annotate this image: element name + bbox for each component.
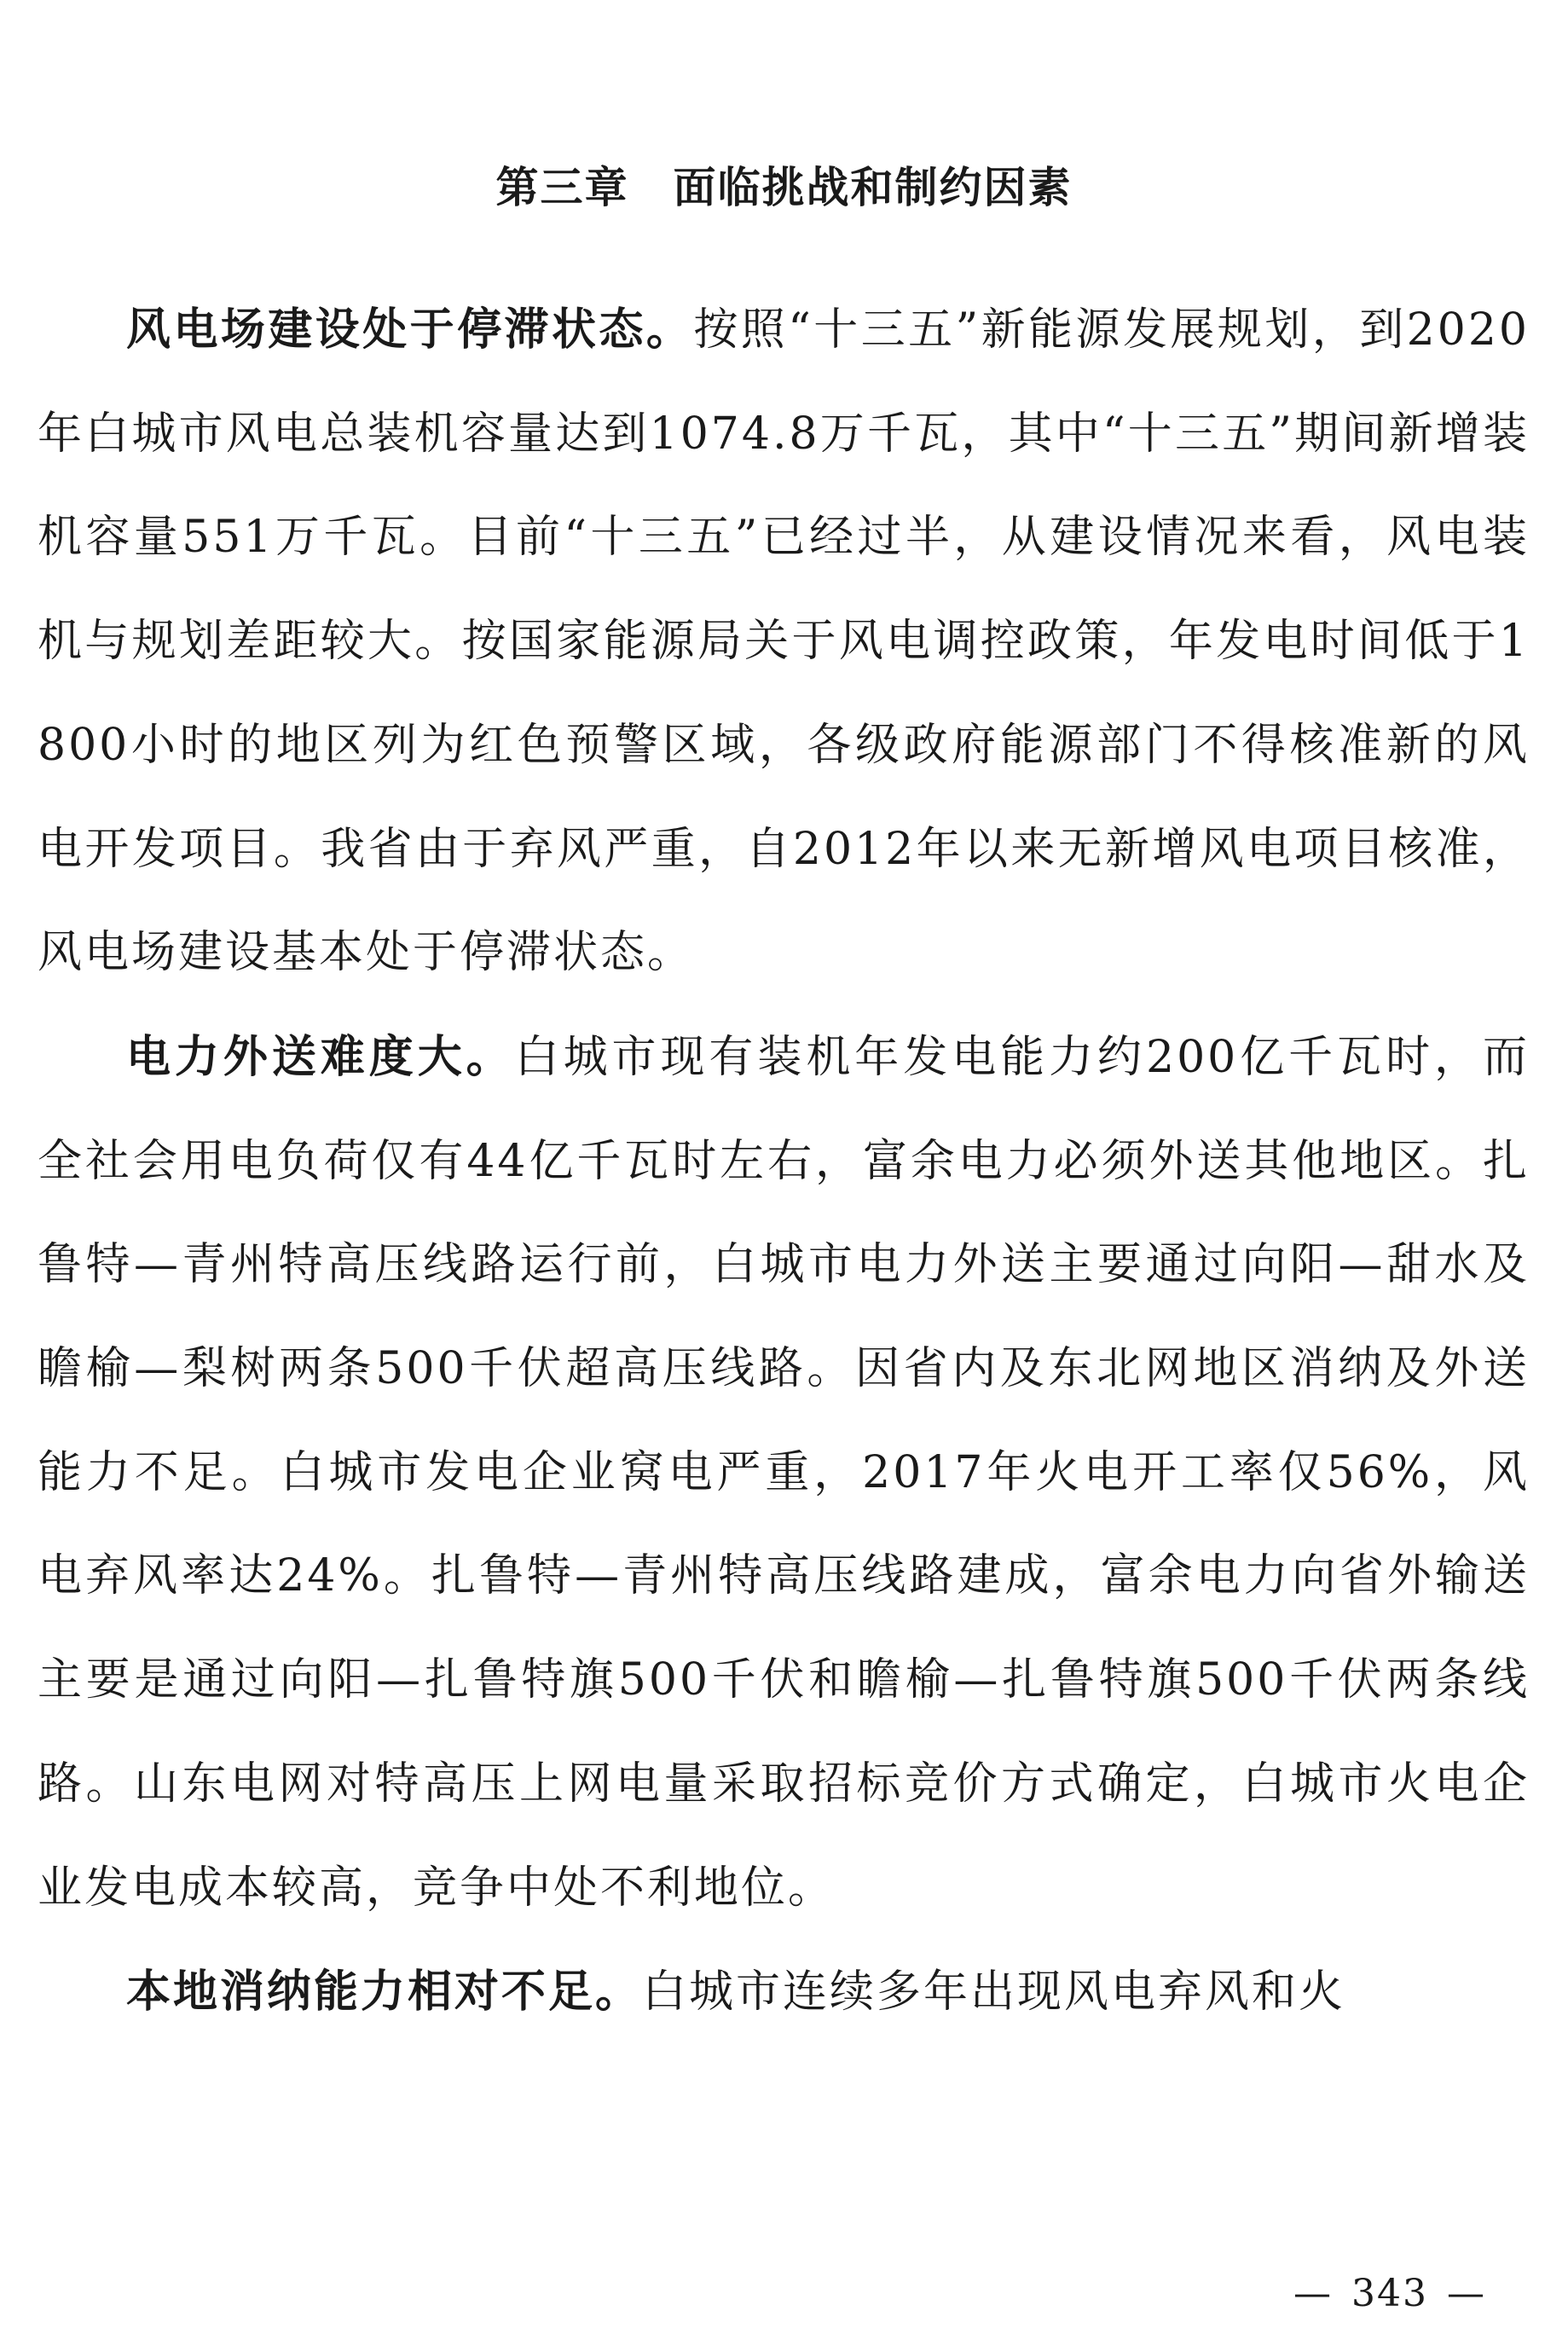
body-text [38,278,1530,2045]
paragraph-lead: 风电场建设处于停滞状态。 [126,304,694,356]
paragraph-power-export [38,1005,1530,1940]
paragraph-body: 白城市连续多年出现风电弃风和火 [642,1966,1346,2019]
paragraph-local-consumption [38,1940,1530,2045]
paragraph-lead: 电力外送难度大。 [126,1030,515,1083]
paragraph-wind-farm-stagnation [38,278,1530,1005]
page-number [1262,2268,1518,2320]
paragraph-body: 按照“十三五”新能源发展规划，到2020年白城市风电总装机容量达到1074.8万千瓦，其中“十三五”期间新增装机容量551万千瓦。目前“十三五”已经过半，从建设情况来看，风电装机与规划差距较大。按国家能源局关于风电调控政策，年发电时间低于1800小时的地区列为红色预警区域，各级政府能源部门不得核准新的风电开发项目。我省由于弃风严重，自2012年以来无新增风电项目核准，风电场建设基本处于停滞状态。 [38,304,1530,979]
chapter-title: 第三章 面临挑战和制约因素 [495,163,1073,212]
paragraph-lead: 本地消纳能力相对不足。 [126,1966,643,2019]
page-number-value: 343 [1351,2272,1428,2315]
paragraph-body: 白城市现有装机年发电能力约200亿千瓦时，而全社会用电负荷仅有44亿千瓦时左右，富余电力必须外送其他地区。扎鲁特—青州特高压线路运行前，白城市电力外送主要通过向阳—甜水及瞻榆—梨树两条500千伏超高压线路。因省内及东北网地区消纳及外送能力不足。白城市发电企业窝电严重，2017年火电开工率仅56%，风电弃风率达24%。扎鲁特—青州特高压线路建成，富余电力向省外输送主要是通过向阳—扎鲁特旗500千伏和瞻榆—扎鲁特旗500千伏两条线路。山东电网对特高压上网电量采取招标竞价方式确定，白城市火电企业发电成本较高，竞争中处不利地位。 [38,1031,1530,1914]
page-number-dash-left: — [1293,2272,1333,2315]
page-number-dash-right: — [1446,2272,1486,2315]
